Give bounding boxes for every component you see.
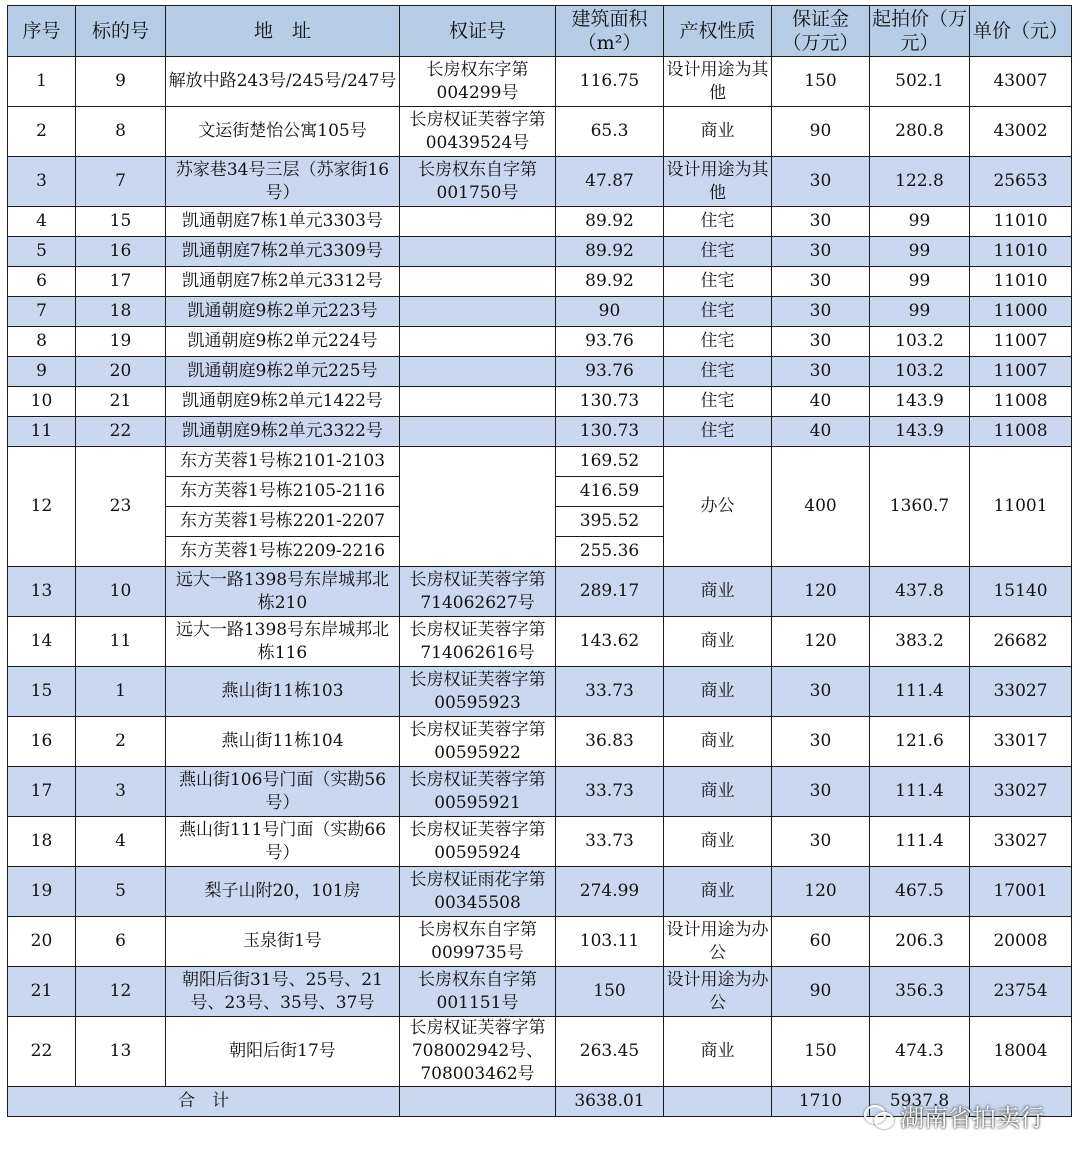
cell-no: 21 [8,967,76,1017]
cell-no: 12 [8,447,76,567]
cell-price: 99 [870,237,970,267]
cell-price: 467.5 [870,867,970,917]
cell-deposit: 30 [772,237,870,267]
cell-price: 1360.7 [870,447,970,567]
cell-unit: 11007 [970,327,1072,357]
cell-address: 凯通朝庭9栋2单元223号 [166,297,400,327]
cell-cert: 长房权证芙蓉字第00439524号 [400,107,556,157]
cell-price: 121.6 [870,717,970,767]
cell-address: 凯通朝庭7栋2单元3312号 [166,267,400,297]
cell-unit: 11001 [970,447,1072,567]
cell-unit: 26682 [970,617,1072,667]
cell-address: 东方芙蓉1号栋2105-2116 [166,477,400,507]
cell-address: 凯通朝庭7栋2单元3309号 [166,237,400,267]
cell-cert [400,327,556,357]
cell-cert: 长房权东字第004299号 [400,57,556,107]
cell-type: 设计用途为其他 [664,157,772,207]
cell-cert [400,237,556,267]
cell-no: 13 [8,567,76,617]
cell-lot: 16 [76,237,166,267]
cell-unit: 15140 [970,567,1072,617]
cell-no: 1 [8,57,76,107]
header-unit: 单价（元） [970,6,1072,57]
cell-type: 办公 [664,447,772,567]
cell-type: 商业 [664,817,772,867]
cell-deposit: 400 [772,447,870,567]
cell-address: 东方芙蓉1号栋2201-2207 [166,507,400,537]
total-cert-empty [400,1087,556,1117]
cell-lot: 9 [76,57,166,107]
cell-unit: 11010 [970,267,1072,297]
auction-table [7,5,1072,1117]
cell-deposit: 120 [772,567,870,617]
cell-address: 文运街楚怡公寓105号 [166,107,400,157]
cell-area: 289.17 [556,567,664,617]
cell-area: 103.11 [556,917,664,967]
cell-price: 502.1 [870,57,970,107]
cell-lot: 22 [76,417,166,447]
cell-deposit: 30 [772,817,870,867]
cell-area: 65.3 [556,107,664,157]
cell-cert [400,387,556,417]
table-row [8,867,1072,917]
cell-unit: 33027 [970,667,1072,717]
header-area: 建筑面积（m²） [556,6,664,57]
cell-lot: 7 [76,157,166,207]
cell-cert: 长房权证芙蓉字第00595922 [400,717,556,767]
cell-price: 103.2 [870,327,970,357]
cell-type: 设计用途为其他 [664,57,772,107]
cell-price: 103.2 [870,357,970,387]
cell-price: 143.9 [870,387,970,417]
cell-lot: 11 [76,617,166,667]
table-row [8,207,1072,237]
cell-area: 93.76 [556,357,664,387]
cell-price: 143.9 [870,417,970,447]
cell-price: 356.3 [870,967,970,1017]
cell-price: 99 [870,207,970,237]
cell-area: 116.75 [556,57,664,107]
table-row [8,357,1072,387]
total-type-empty [664,1087,772,1117]
cell-address: 凯通朝庭9栋2单元1422号 [166,387,400,417]
cell-cert [400,267,556,297]
cell-type: 商业 [664,667,772,717]
cell-area: 36.83 [556,717,664,767]
cell-lot: 2 [76,717,166,767]
cell-unit: 43002 [970,107,1072,157]
cell-area: 274.99 [556,867,664,917]
cell-type: 商业 [664,867,772,917]
cell-lot: 23 [76,447,166,567]
cell-area: 89.92 [556,267,664,297]
cell-area: 130.73 [556,417,664,447]
cell-unit: 11010 [970,207,1072,237]
table-row [8,967,1072,1017]
cell-no: 7 [8,297,76,327]
total-area: 3638.01 [556,1087,664,1117]
cell-deposit: 150 [772,1017,870,1087]
cell-price: 111.4 [870,817,970,867]
cell-lot: 21 [76,387,166,417]
cell-type: 住宅 [664,237,772,267]
cell-lot: 1 [76,667,166,717]
cell-lot: 20 [76,357,166,387]
cell-no: 20 [8,917,76,967]
total-label: 合 计 [8,1087,400,1117]
table-row [8,817,1072,867]
cell-area: 89.92 [556,237,664,267]
cell-unit: 11000 [970,297,1072,327]
cell-lot: 10 [76,567,166,617]
cell-no: 2 [8,107,76,157]
cell-no: 10 [8,387,76,417]
cell-cert: 长房权东自字第001151号 [400,967,556,1017]
cell-price: 474.3 [870,1017,970,1087]
table-row [8,917,1072,967]
cell-address: 凯通朝庭9栋2单元224号 [166,327,400,357]
cell-unit: 18004 [970,1017,1072,1087]
cell-area: 395.52 [556,507,664,537]
wechat-icon [864,1103,894,1129]
cell-address: 燕山街111号门面（实勘66号） [166,817,400,867]
cell-deposit: 150 [772,57,870,107]
cell-address: 朝阳后街31号、25号、21号、23号、35号、37号 [166,967,400,1017]
table-row [8,567,1072,617]
cell-unit: 33017 [970,717,1072,767]
cell-deposit: 30 [772,357,870,387]
cell-type: 商业 [664,617,772,667]
header-cert: 权证号 [400,6,556,57]
cell-area: 90 [556,297,664,327]
cell-deposit: 30 [772,667,870,717]
cell-cert [400,207,556,237]
cell-unit: 17001 [970,867,1072,917]
cell-no: 6 [8,267,76,297]
cell-area: 89.92 [556,207,664,237]
table-row [8,667,1072,717]
cell-no: 11 [8,417,76,447]
cell-no: 9 [8,357,76,387]
table-row [8,717,1072,767]
cell-cert: 长房权证芙蓉字第00595924 [400,817,556,867]
cell-deposit: 120 [772,617,870,667]
cell-type: 住宅 [664,297,772,327]
cell-price: 280.8 [870,107,970,157]
cell-type: 住宅 [664,387,772,417]
cell-area: 33.73 [556,667,664,717]
cell-area: 416.59 [556,477,664,507]
header-price: 起拍价（万元） [870,6,970,57]
cell-deposit: 30 [772,157,870,207]
cell-cert [400,357,556,387]
cell-type: 住宅 [664,417,772,447]
table-row [8,57,1072,107]
cell-no: 3 [8,157,76,207]
cell-deposit: 120 [772,867,870,917]
header-no: 序号 [8,6,76,57]
header-row [8,6,1072,57]
cell-price: 111.4 [870,667,970,717]
cell-address: 东方芙蓉1号栋2209-2216 [166,537,400,567]
cell-no: 4 [8,207,76,237]
cell-unit: 20008 [970,917,1072,967]
cell-address: 玉泉街1号 [166,917,400,967]
cell-lot: 17 [76,267,166,297]
table-row [8,157,1072,207]
cell-type: 商业 [664,107,772,157]
cell-price: 437.8 [870,567,970,617]
cell-deposit: 90 [772,967,870,1017]
total-price: 5937.8 [870,1087,970,1117]
cell-price: 383.2 [870,617,970,667]
cell-cert [400,447,556,567]
cell-unit: 23754 [970,967,1072,1017]
table-row [8,297,1072,327]
cell-area: 93.76 [556,327,664,357]
cell-deposit: 30 [772,207,870,237]
table-row [8,107,1072,157]
cell-no: 22 [8,1017,76,1087]
cell-type: 商业 [664,1017,772,1087]
cell-unit: 11010 [970,237,1072,267]
cell-area: 150 [556,967,664,1017]
cell-address: 解放中路243号/245号/247号 [166,57,400,107]
header-address: 地 址 [166,6,400,57]
cell-deposit: 40 [772,417,870,447]
cell-unit: 11008 [970,417,1072,447]
cell-area: 169.52 [556,447,664,477]
cell-area: 255.36 [556,537,664,567]
cell-address: 凯通朝庭9栋2单元3322号 [166,417,400,447]
cell-price: 99 [870,267,970,297]
cell-price: 206.3 [870,917,970,967]
cell-cert [400,417,556,447]
cell-type: 住宅 [664,207,772,237]
cell-no: 5 [8,237,76,267]
cell-unit: 25653 [970,157,1072,207]
table-row [8,327,1072,357]
cell-address: 东方芙蓉1号栋2101-2103 [166,447,400,477]
cell-type: 商业 [664,717,772,767]
cell-area: 263.45 [556,1017,664,1087]
cell-unit: 11008 [970,387,1072,417]
cell-cert: 长房权证芙蓉字第714062616号 [400,617,556,667]
cell-no: 14 [8,617,76,667]
cell-cert [400,297,556,327]
cell-address: 远大一路1398号东岸城邦北栋210 [166,567,400,617]
cell-area: 143.62 [556,617,664,667]
header-deposit: 保证金（万元） [772,6,870,57]
cell-type: 住宅 [664,267,772,297]
table-row [8,767,1072,817]
table-row [8,617,1072,667]
cell-area: 33.73 [556,817,664,867]
header-lot: 标的号 [76,6,166,57]
cell-deposit: 90 [772,107,870,157]
cell-unit: 33027 [970,817,1072,867]
cell-area: 47.87 [556,157,664,207]
table-row [8,1017,1072,1087]
cell-deposit: 30 [772,717,870,767]
cell-price: 99 [870,297,970,327]
cell-address: 梨子山附20，101房 [166,867,400,917]
cell-unit: 43007 [970,57,1072,107]
cell-no: 8 [8,327,76,357]
cell-type: 商业 [664,567,772,617]
watermark-text: 湖南省拍卖行 [900,1104,1044,1132]
cell-deposit: 30 [772,327,870,357]
cell-type: 住宅 [664,327,772,357]
table-row [8,447,1072,477]
table-row [8,237,1072,267]
cell-no: 18 [8,817,76,867]
cell-type: 设计用途为办公 [664,917,772,967]
cell-area: 33.73 [556,767,664,817]
cell-lot: 4 [76,817,166,867]
cell-address: 燕山街11栋104 [166,717,400,767]
cell-address: 燕山街106号门面（实勘56号） [166,767,400,817]
cell-address: 凯通朝庭7栋1单元3303号 [166,207,400,237]
table-row [8,417,1072,447]
cell-lot: 5 [76,867,166,917]
cell-price: 111.4 [870,767,970,817]
cell-lot: 19 [76,327,166,357]
cell-lot: 13 [76,1017,166,1087]
cell-cert: 长房权证芙蓉字第708002942号、708003462号 [400,1017,556,1087]
cell-cert: 长房权证芙蓉字第00595921 [400,767,556,817]
cell-address: 苏家巷34号三层（苏家街16号） [166,157,400,207]
cell-no: 19 [8,867,76,917]
cell-lot: 18 [76,297,166,327]
cell-address: 远大一路1398号东岸城邦北栋116 [166,617,400,667]
cell-deposit: 40 [772,387,870,417]
cell-type: 商业 [664,767,772,817]
table-row [8,387,1072,417]
cell-address: 凯通朝庭9栋2单元225号 [166,357,400,387]
cell-unit: 11007 [970,357,1072,387]
cell-deposit: 60 [772,917,870,967]
cell-address: 朝阳后街17号 [166,1017,400,1087]
watermark [864,1098,1044,1133]
cell-deposit: 30 [772,297,870,327]
cell-deposit: 30 [772,767,870,817]
cell-lot: 12 [76,967,166,1017]
cell-unit: 33027 [970,767,1072,817]
header-type: 产权性质 [664,6,772,57]
cell-no: 16 [8,717,76,767]
cell-cert: 长房权证芙蓉字第714062627号 [400,567,556,617]
cell-cert: 长房权证雨花字第00345508 [400,867,556,917]
cell-area: 130.73 [556,387,664,417]
cell-lot: 8 [76,107,166,157]
cell-price: 122.8 [870,157,970,207]
cell-address: 燕山街11栋103 [166,667,400,717]
cell-type: 住宅 [664,357,772,387]
cell-lot: 3 [76,767,166,817]
total-deposit: 1710 [772,1087,870,1117]
cell-type: 设计用途为办公 [664,967,772,1017]
cell-cert: 长房权东自字第001750号 [400,157,556,207]
cell-lot: 15 [76,207,166,237]
table-row [8,267,1072,297]
cell-no: 15 [8,667,76,717]
cell-deposit: 30 [772,267,870,297]
cell-cert: 长房权证芙蓉字第00595923 [400,667,556,717]
cell-cert: 长房权东自字第0099735号 [400,917,556,967]
cell-no: 17 [8,767,76,817]
cell-lot: 6 [76,917,166,967]
